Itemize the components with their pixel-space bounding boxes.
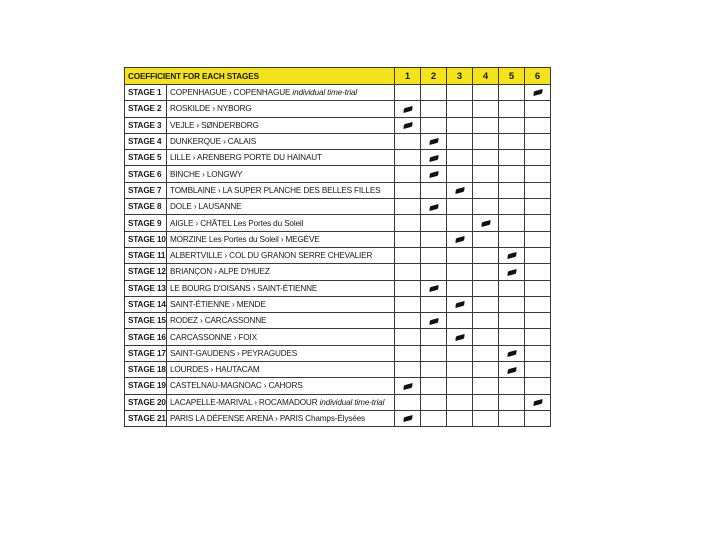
coefficient-cell-6 xyxy=(525,410,551,426)
coefficient-cell-3 xyxy=(447,345,473,361)
coefficient-cell-6 xyxy=(525,313,551,329)
coefficient-cell-2 xyxy=(421,362,447,378)
coefficient-cell-2 xyxy=(421,85,447,101)
flag-icon xyxy=(455,301,464,308)
table-row xyxy=(125,166,551,182)
stage-route xyxy=(167,150,395,166)
stage-route xyxy=(167,329,395,345)
route-text: COPENHAGUE › COPENHAGUE xyxy=(170,88,291,98)
coefficient-cell-2 xyxy=(421,329,447,345)
column-header-1: 1 xyxy=(395,68,421,85)
route-text: CARCASSONNE › FOIX xyxy=(170,332,257,342)
flag-icon xyxy=(507,366,516,373)
stage-route xyxy=(167,410,395,426)
coefficient-cell-4 xyxy=(473,101,499,117)
coefficient-cell-4 xyxy=(473,117,499,133)
table-row xyxy=(125,313,551,329)
coefficient-cell-2 xyxy=(421,410,447,426)
stage-label: STAGE 7 xyxy=(125,182,167,198)
coefficient-cell-6 xyxy=(525,166,551,182)
flag-icon xyxy=(403,415,412,422)
coefficient-cell-5 xyxy=(499,345,525,361)
coefficient-cell-5 xyxy=(499,394,525,410)
stage-label: STAGE 14 xyxy=(125,296,167,312)
coefficient-cell-3 xyxy=(447,247,473,263)
coefficient-cell-3 xyxy=(447,329,473,345)
coefficient-cell-6 xyxy=(525,101,551,117)
table-row xyxy=(125,133,551,149)
coefficient-cell-3 xyxy=(447,150,473,166)
coefficient-cell-5 xyxy=(499,166,525,182)
route-text: BRIANÇON › ALPE D'HUEZ xyxy=(170,267,270,277)
stage-label: STAGE 5 xyxy=(125,150,167,166)
coefficient-cell-1 xyxy=(395,85,421,101)
coefficient-cell-1 xyxy=(395,231,421,247)
coefficient-cell-3 xyxy=(447,410,473,426)
table-row xyxy=(125,394,551,410)
coefficient-cell-2 xyxy=(421,117,447,133)
coefficient-cell-5 xyxy=(499,150,525,166)
coefficient-cell-1 xyxy=(395,296,421,312)
column-header-2: 2 xyxy=(421,68,447,85)
table-row xyxy=(125,85,551,101)
stage-label: STAGE 20 xyxy=(125,394,167,410)
stage-route xyxy=(167,85,395,101)
coefficient-cell-2 xyxy=(421,264,447,280)
coefficient-cell-1 xyxy=(395,117,421,133)
stage-route xyxy=(167,362,395,378)
table-row xyxy=(125,117,551,133)
route-text: CASTELNAU-MAGNOAC › CAHORS xyxy=(170,381,303,391)
stage-route xyxy=(167,133,395,149)
stage-label: STAGE 9 xyxy=(125,215,167,231)
coefficient-cell-4 xyxy=(473,85,499,101)
coefficient-cell-1 xyxy=(395,182,421,198)
coefficient-cell-5 xyxy=(499,410,525,426)
coefficient-cell-4 xyxy=(473,199,499,215)
coefficient-cell-2 xyxy=(421,313,447,329)
stage-route xyxy=(167,313,395,329)
coefficient-cell-6 xyxy=(525,215,551,231)
route-text: RODEZ › CARCASSONNE xyxy=(170,316,267,326)
flag-icon xyxy=(429,171,438,178)
coefficient-cell-4 xyxy=(473,410,499,426)
route-text: PARIS LA DÉFENSE ARENA › PARIS Champs-Élysées xyxy=(170,414,365,424)
table-row xyxy=(125,345,551,361)
flag-icon xyxy=(507,350,516,357)
route-text: MORZINE Les Portes du Soleil › MEGÈVE xyxy=(170,234,320,244)
stage-label: STAGE 16 xyxy=(125,329,167,345)
coefficient-cell-4 xyxy=(473,150,499,166)
stage-route xyxy=(167,247,395,263)
flag-icon xyxy=(507,269,516,276)
table-header-title: COEFFICIENT FOR EACH STAGES xyxy=(125,68,395,85)
stage-route xyxy=(167,101,395,117)
table-row xyxy=(125,329,551,345)
coefficient-cell-5 xyxy=(499,329,525,345)
stage-label: STAGE 10 xyxy=(125,231,167,247)
route-text: ROSKILDE › NYBORG xyxy=(170,104,252,114)
coefficient-cell-6 xyxy=(525,199,551,215)
coefficient-cell-5 xyxy=(499,296,525,312)
stage-label: STAGE 18 xyxy=(125,362,167,378)
coefficient-cell-4 xyxy=(473,329,499,345)
coefficient-cell-6 xyxy=(525,182,551,198)
coefficient-cell-5 xyxy=(499,199,525,215)
table-row xyxy=(125,101,551,117)
table-row xyxy=(125,410,551,426)
stage-route xyxy=(167,280,395,296)
coefficient-cell-5 xyxy=(499,182,525,198)
route-text: DUNKERQUE › CALAIS xyxy=(170,137,257,147)
coefficient-cell-1 xyxy=(395,166,421,182)
flag-icon xyxy=(481,220,490,227)
stage-route xyxy=(167,296,395,312)
coefficient-cell-5 xyxy=(499,101,525,117)
coefficient-cell-1 xyxy=(395,215,421,231)
route-text: DOLE › LAUSANNE xyxy=(170,202,242,212)
coefficient-cell-6 xyxy=(525,117,551,133)
stage-route xyxy=(167,199,395,215)
coefficient-cell-4 xyxy=(473,362,499,378)
coefficient-cell-3 xyxy=(447,296,473,312)
coefficient-cell-3 xyxy=(447,101,473,117)
stage-label: STAGE 8 xyxy=(125,199,167,215)
coefficient-cell-6 xyxy=(525,362,551,378)
coefficient-cell-3 xyxy=(447,166,473,182)
coefficient-cell-1 xyxy=(395,345,421,361)
flag-icon xyxy=(429,203,438,210)
coefficient-cell-1 xyxy=(395,280,421,296)
coefficient-cell-6 xyxy=(525,150,551,166)
column-header-3: 3 xyxy=(447,68,473,85)
coefficient-cell-2 xyxy=(421,280,447,296)
coefficient-cell-2 xyxy=(421,247,447,263)
coefficient-cell-4 xyxy=(473,313,499,329)
coefficient-cell-4 xyxy=(473,264,499,280)
coefficient-cell-5 xyxy=(499,378,525,394)
stage-label: STAGE 6 xyxy=(125,166,167,182)
coefficient-cell-2 xyxy=(421,133,447,149)
coefficient-cell-2 xyxy=(421,215,447,231)
table-row xyxy=(125,247,551,263)
coefficient-cell-6 xyxy=(525,394,551,410)
coefficient-cell-5 xyxy=(499,231,525,247)
coefficient-cell-1 xyxy=(395,101,421,117)
column-header-5: 5 xyxy=(499,68,525,85)
coefficient-cell-3 xyxy=(447,231,473,247)
coefficient-cell-3 xyxy=(447,199,473,215)
coefficient-cell-2 xyxy=(421,182,447,198)
coefficient-cell-3 xyxy=(447,117,473,133)
table-row xyxy=(125,150,551,166)
coefficient-cell-4 xyxy=(473,182,499,198)
flag-icon xyxy=(533,89,542,96)
coefficient-cell-5 xyxy=(499,362,525,378)
stage-label: STAGE 2 xyxy=(125,101,167,117)
coefficient-cell-2 xyxy=(421,378,447,394)
flag-icon xyxy=(429,285,438,292)
coefficient-cell-6 xyxy=(525,280,551,296)
coefficient-cell-6 xyxy=(525,247,551,263)
route-text: LE BOURG D'OISANS › SAINT-ÉTIENNE xyxy=(170,283,318,293)
coefficient-cell-5 xyxy=(499,85,525,101)
coefficient-cell-6 xyxy=(525,133,551,149)
column-header-4: 4 xyxy=(473,68,499,85)
stage-label: STAGE 17 xyxy=(125,345,167,361)
route-note: individual time-trial xyxy=(292,88,358,98)
coefficient-cell-4 xyxy=(473,247,499,263)
coefficient-cell-2 xyxy=(421,166,447,182)
coefficient-cell-3 xyxy=(447,394,473,410)
column-header-6: 6 xyxy=(525,68,551,85)
coefficient-cell-1 xyxy=(395,378,421,394)
route-note: individual time-trial xyxy=(319,397,385,407)
coefficient-cell-4 xyxy=(473,231,499,247)
coefficient-cell-1 xyxy=(395,410,421,426)
stage-label: STAGE 11 xyxy=(125,247,167,263)
stage-route xyxy=(167,378,395,394)
route-text: AIGLE › CHÂTEL Les Portes du Soleil xyxy=(170,218,304,228)
coefficient-cell-2 xyxy=(421,199,447,215)
stage-route xyxy=(167,166,395,182)
coefficient-cell-3 xyxy=(447,133,473,149)
flag-icon xyxy=(429,138,438,145)
table-row xyxy=(125,199,551,215)
flag-icon xyxy=(429,155,438,162)
coefficient-cell-2 xyxy=(421,394,447,410)
stage-label: STAGE 12 xyxy=(125,264,167,280)
flag-icon xyxy=(507,252,516,259)
table-row xyxy=(125,280,551,296)
route-text: SAINT-ÉTIENNE › MENDE xyxy=(170,300,266,309)
stage-route xyxy=(167,182,395,198)
coefficient-cell-5 xyxy=(499,264,525,280)
route-text: LILLE › ARENBERG PORTE DU HAINAUT xyxy=(170,153,322,163)
coefficient-cell-5 xyxy=(499,215,525,231)
coefficient-cell-1 xyxy=(395,329,421,345)
coefficient-cell-5 xyxy=(499,247,525,263)
coefficient-cell-4 xyxy=(473,280,499,296)
route-text: BINCHE › LONGWY xyxy=(170,169,243,179)
flag-icon xyxy=(455,334,464,341)
stage-label: STAGE 4 xyxy=(125,133,167,149)
route-text: LOURDES › HAUTACAM xyxy=(170,365,260,375)
coefficient-cell-3 xyxy=(447,182,473,198)
stage-route xyxy=(167,264,395,280)
table-body xyxy=(125,85,551,427)
header-row xyxy=(125,68,551,85)
coefficient-cell-4 xyxy=(473,133,499,149)
coefficient-cell-5 xyxy=(499,313,525,329)
coefficient-cell-3 xyxy=(447,378,473,394)
coefficient-cell-1 xyxy=(395,133,421,149)
coefficient-cell-4 xyxy=(473,394,499,410)
coefficient-cell-1 xyxy=(395,247,421,263)
flag-icon xyxy=(403,383,412,390)
stage-label: STAGE 21 xyxy=(125,410,167,426)
coefficient-cell-3 xyxy=(447,264,473,280)
coefficient-table xyxy=(124,67,551,427)
coefficient-cell-4 xyxy=(473,166,499,182)
coefficient-cell-1 xyxy=(395,313,421,329)
coefficient-cell-1 xyxy=(395,264,421,280)
coefficient-cell-2 xyxy=(421,296,447,312)
route-text: SAINT-GAUDENS › PEYRAGUDES xyxy=(170,348,298,358)
coefficient-cell-3 xyxy=(447,280,473,296)
table-row xyxy=(125,264,551,280)
coefficient-cell-3 xyxy=(447,215,473,231)
route-text: VEJLE › SØNDERBORG xyxy=(170,120,259,130)
coefficient-cell-5 xyxy=(499,117,525,133)
flag-icon xyxy=(533,399,542,406)
coefficient-cell-5 xyxy=(499,133,525,149)
flag-icon xyxy=(455,187,464,194)
route-text: TOMBLAINE › LA SUPER PLANCHE DES BELLES FILLES xyxy=(170,185,381,195)
stage-route xyxy=(167,394,395,410)
coefficient-cell-6 xyxy=(525,231,551,247)
coefficient-cell-1 xyxy=(395,394,421,410)
coefficient-cell-5 xyxy=(499,280,525,296)
table-row xyxy=(125,182,551,198)
coefficient-cell-1 xyxy=(395,150,421,166)
coefficient-cell-3 xyxy=(447,313,473,329)
flag-icon xyxy=(403,122,412,129)
coefficient-cell-1 xyxy=(395,199,421,215)
coefficient-cell-4 xyxy=(473,378,499,394)
flag-icon xyxy=(403,106,412,113)
coefficient-cell-1 xyxy=(395,362,421,378)
coefficient-cell-6 xyxy=(525,264,551,280)
coefficient-cell-4 xyxy=(473,345,499,361)
coefficient-cell-3 xyxy=(447,85,473,101)
flag-icon xyxy=(455,236,464,243)
stage-label: STAGE 3 xyxy=(125,117,167,133)
coefficient-cell-6 xyxy=(525,329,551,345)
coefficient-cell-3 xyxy=(447,362,473,378)
coefficient-cell-6 xyxy=(525,345,551,361)
coefficient-cell-4 xyxy=(473,215,499,231)
stage-route xyxy=(167,117,395,133)
flag-icon xyxy=(429,318,438,325)
coefficient-cell-2 xyxy=(421,101,447,117)
coefficient-cell-2 xyxy=(421,150,447,166)
coefficient-cell-4 xyxy=(473,296,499,312)
table-row xyxy=(125,362,551,378)
coefficient-cell-6 xyxy=(525,85,551,101)
stage-label: STAGE 1 xyxy=(125,85,167,101)
table-row xyxy=(125,378,551,394)
route-text: LACAPELLE-MARIVAL › ROCAMADOUR xyxy=(170,397,318,407)
coefficient-cell-2 xyxy=(421,345,447,361)
table-row xyxy=(125,231,551,247)
table-row xyxy=(125,296,551,312)
coefficient-cell-6 xyxy=(525,296,551,312)
stage-route xyxy=(167,345,395,361)
route-text: ALBERTVILLE › COL DU GRANON SERRE CHEVALIER xyxy=(170,251,373,261)
stage-label: STAGE 15 xyxy=(125,313,167,329)
stage-route xyxy=(167,231,395,247)
stage-label: STAGE 19 xyxy=(125,378,167,394)
stage-label: STAGE 13 xyxy=(125,280,167,296)
coefficient-cell-6 xyxy=(525,378,551,394)
table-row xyxy=(125,215,551,231)
coefficient-cell-2 xyxy=(421,231,447,247)
stage-route xyxy=(167,215,395,231)
